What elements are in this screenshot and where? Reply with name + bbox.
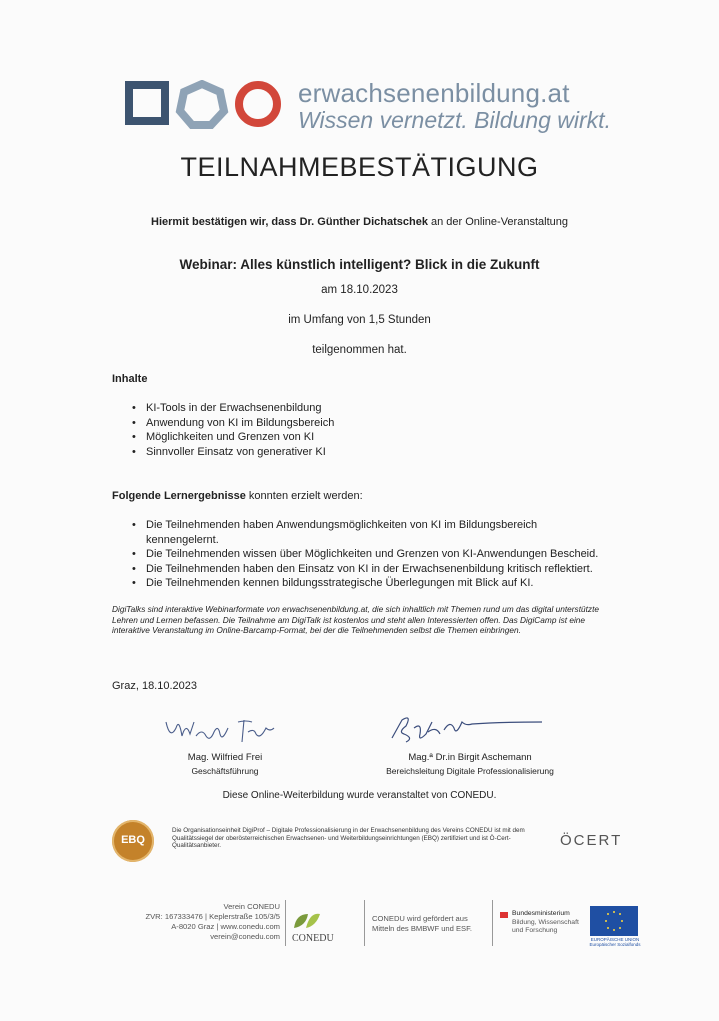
intro-line	[0, 216, 719, 228]
signature-name-2: Mag.ª Dr.in Birgit Aschemann	[408, 752, 532, 763]
list-item: • Die Teilnehmenden wissen über Möglichkeiten und Grenzen von KI-Anwendungen Bescheid.	[132, 547, 626, 562]
certification-text: Die Organisationseinheit DigiProf – Digitale Professionalisierung in der Erwachsenenbildung des Vereins CONEDU ist mit dem Qualitätssiegel der oberösterreichischen Erwachsenen- und Weiterbildungseinrichtungen (EBQ) zertifiziert und ist Ö-Cert-Qualitätsanbieter.	[172, 827, 525, 850]
contents-list	[132, 401, 334, 459]
footer-address	[110, 902, 280, 942]
signature-role-1: Geschäftsführung	[191, 766, 259, 776]
signature-role-2: Bereichsleitung Digitale Professionalisierung	[386, 766, 554, 776]
conedu-logo	[292, 910, 334, 944]
eu-label-line: EUROPÄISCHE UNION	[590, 937, 640, 942]
logo-tagline: Wissen vernetzt. Bildung wirkt.	[298, 107, 611, 133]
list-item: • Die Teilnehmenden kennen bildungsstrategische Überlegungen mit Blick auf KI.	[132, 576, 626, 591]
list-item: • Möglichkeiten und Grenzen von KI	[132, 430, 334, 445]
ministry-line: Bildung, Wissenschaft	[512, 918, 579, 926]
footer-address-line: Verein CONEDU	[223, 902, 280, 911]
ebq-badge-text: EBQ	[121, 834, 145, 846]
outcomes-heading-rest: konnten erzielt werden:	[245, 490, 363, 502]
outcomes-list	[132, 518, 599, 591]
description-paragraph: DigiTalks sind interaktive Webinarformate von erwachsenenbildung.at, die sich inhaltlich mit Themen rund um das digital unterstützte Lehren und Lernen befassen. Die Teilnahme am DigiTalk ist kostenlos und steht allen Interessierten offen. Das DigiCamp ist eine interaktive Veranstaltung im Online-Barcamp-Format, bei der die Teilnehmenden selbst die Themen einbringen.	[112, 604, 600, 635]
intro-suffix: an der Online-Veranstaltung	[427, 216, 568, 228]
list-item: • Die Teilnehmenden haben den Einsatz von KI in der Erwachsenenbildung kritisch reflektiert.	[132, 562, 626, 577]
list-item: • KI-Tools in der Erwachsenenbildung	[132, 401, 334, 416]
signature-name-1: Mag. Wilfried Frei	[187, 752, 263, 763]
ocert-logo: ÖCERT	[560, 832, 623, 849]
footer-address-line: verein@conedu.com	[210, 932, 280, 941]
signature-aschemann-icon	[388, 712, 558, 748]
outcomes-heading-bold: Folgende Lernergebnisse	[112, 490, 246, 502]
eu-stars-icon	[590, 906, 638, 936]
logo-brand: erwachsenenbildung.at	[298, 78, 570, 108]
list-item: • Sinnvoller Einsatz von generativer KI	[132, 445, 334, 460]
date-line: am 18.10.2023	[321, 284, 398, 296]
outcomes-heading	[112, 490, 363, 502]
organized-by: Diese Online-Weiterbildung wurde veranstaltet von CONEDU.	[222, 790, 497, 801]
signature-frei-icon	[160, 708, 290, 746]
conedu-logo-text: CONEDU	[292, 933, 334, 944]
contents-heading: Inhalte	[112, 373, 148, 385]
ministry-line: Bundesministerium	[512, 910, 570, 917]
webinar-title: Webinar: Alles künstlich intelligent? Blick in die Zukunft	[179, 257, 540, 272]
footer-address-line: ZVR: 167333476 | Keplerstraße 105/3/5	[145, 912, 280, 921]
eu-label	[586, 937, 644, 947]
eu-label-line: Europäischer Sozialfonds	[589, 942, 641, 947]
footer-divider	[492, 900, 493, 946]
intro-prefix: Hiermit bestätigen wir, dass Dr. Günther Dichatschek	[151, 216, 428, 228]
list-item: • Die Teilnehmenden haben Anwendungsmöglichkeiten von KI im Bildungsbereich kennengelernt.	[132, 518, 582, 547]
footer-funding-line: CONEDU wird gefördert aus	[372, 914, 468, 923]
place-date: Graz, 18.10.2023	[112, 680, 198, 692]
scope-line: im Umfang von 1,5 Stunden	[288, 314, 431, 326]
footer-funding	[372, 914, 492, 934]
eu-flag-icon	[590, 906, 638, 936]
page-title: TEILNAHMEBESTÄTIGUNG	[180, 152, 539, 182]
austrian-flag-icon	[500, 912, 508, 918]
ebq-badge-icon	[112, 820, 154, 862]
footer-funding-line: Mitteln des BMBWF und ESF.	[372, 924, 473, 933]
footer-divider	[364, 900, 365, 946]
footer-address-line: A-8020 Graz | www.conedu.com	[171, 922, 280, 931]
footer-divider	[285, 900, 286, 946]
ministry-line: und Forschung	[512, 927, 558, 934]
participated-line: teilgenommen hat.	[312, 344, 407, 356]
list-item: • Anwendung von KI im Bildungsbereich	[132, 416, 334, 431]
conedu-leaf-icon	[292, 910, 322, 930]
footer-ministry	[512, 910, 579, 936]
erwachsenenbildung-logo-icon	[125, 80, 285, 130]
